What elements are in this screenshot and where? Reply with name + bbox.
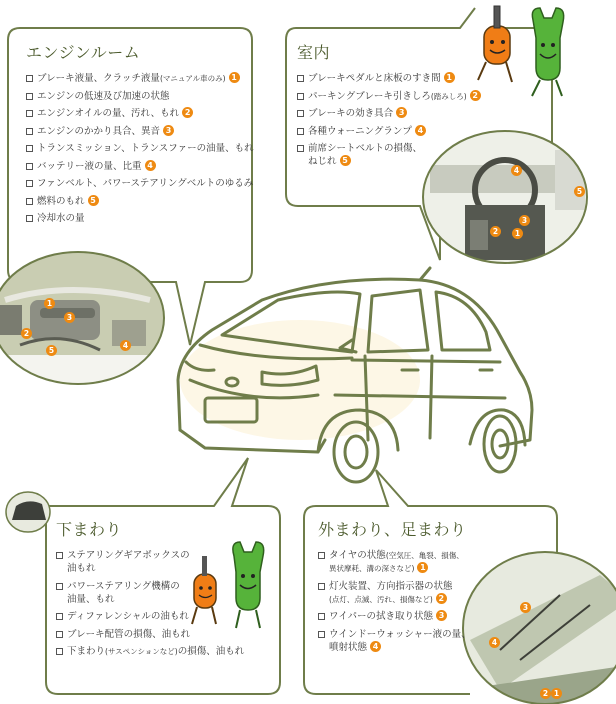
engine-marker: 3 [64, 312, 75, 323]
item-text: トランスミッション、トランスファーの油量、もれ [37, 143, 254, 154]
checkbox-icon [56, 631, 63, 638]
item-text: 各種ウォーニングランプ [308, 125, 412, 137]
checklist-item [26, 142, 261, 155]
checklist-item [26, 195, 261, 208]
checkbox-icon [56, 583, 63, 590]
checklist-item [56, 645, 306, 658]
item-text: 油量、もれ [67, 593, 115, 605]
underbody-section [56, 517, 306, 663]
checklist-item [26, 177, 261, 190]
checkbox-icon [26, 145, 33, 152]
checklist-item [318, 580, 523, 606]
item-note: 異状摩耗、溝の深さなど) [329, 564, 415, 573]
section-title: 外まわり、足まわり [318, 520, 467, 539]
checkbox-icon [297, 75, 304, 82]
item-text: バッテリー液の量、比重 [37, 160, 142, 172]
item-text: パーキングブレーキ引きしろ [308, 90, 431, 102]
item-text: ファンベルト、パワーステアリングベルトのゆるみ [37, 178, 254, 189]
checkbox-icon [56, 648, 63, 655]
checkbox-icon [26, 198, 33, 205]
checkbox-icon [56, 613, 63, 620]
item-text: ワイパーの拭き取り状態 [329, 611, 434, 622]
engine-photo [0, 250, 170, 395]
item-text: ディファレンシャルの油もれ [67, 611, 189, 622]
item-text: エンジンのかかり具合、異音 [37, 125, 161, 137]
number-badge: 3 [396, 107, 407, 118]
checkbox-icon [26, 110, 33, 117]
item-text: ブレーキペダルと床板のすき間 [308, 73, 441, 84]
item-text: ブレーキ配管の損傷、油もれ [67, 628, 191, 640]
checklist-item [297, 125, 547, 138]
engine-marker: 4 [120, 340, 131, 351]
number-badge: 3 [163, 125, 174, 136]
checklist-item [318, 549, 523, 575]
item-text: 前席シートベルトの損傷、 [308, 143, 423, 154]
item-text: エンジンオイルの量、汚れ、もれ [37, 108, 180, 119]
item-text: 冷却水の量 [37, 213, 85, 224]
checkbox-icon [26, 128, 33, 135]
interior-marker: 5 [574, 186, 585, 197]
checklist [26, 72, 261, 225]
number-badge: 3 [436, 610, 447, 621]
interior-marker: 3 [519, 215, 530, 226]
exterior-section [318, 517, 523, 658]
checklist-item [26, 160, 261, 173]
checklist-item [26, 72, 261, 85]
number-badge: 4 [370, 641, 381, 652]
item-text: 油もれ [67, 563, 96, 574]
checklist-item [297, 142, 547, 168]
checklist-item [318, 628, 523, 654]
interior-marker: 2 [490, 226, 501, 237]
section-title: 下まわり [56, 520, 123, 539]
checkbox-icon [297, 110, 304, 117]
item-note: (サスペンションなど) [105, 647, 178, 656]
item-note: (マニュアル車のみ) [159, 74, 226, 83]
engine-marker: 5 [46, 345, 57, 356]
number-badge: 5 [340, 155, 351, 166]
item-text: 燃料のもれ [37, 195, 85, 207]
item-text: ブレーキ液量、クラッチ液量 [37, 73, 160, 84]
checklist [297, 72, 547, 168]
outer-marker: 2 [540, 688, 551, 699]
engine-marker: 2 [21, 328, 32, 339]
number-badge: 1 [229, 72, 240, 83]
checkbox-icon [26, 215, 33, 222]
item-text: 噴射状態 [329, 641, 368, 653]
checkbox-icon [297, 128, 304, 135]
item-note: (空気圧、亀裂、損傷、 [385, 551, 464, 560]
checklist-item [56, 549, 306, 575]
checklist-item [297, 107, 547, 120]
item-note: (踏みしろ) [430, 91, 467, 101]
section-title: 室内 [297, 43, 331, 62]
number-badge: 1 [417, 562, 428, 573]
checkbox-icon [26, 180, 33, 187]
number-badge: 2 [436, 593, 447, 604]
checklist-item [56, 580, 306, 606]
checklist-item [318, 610, 523, 623]
engine-marker: 1 [44, 298, 55, 309]
checklist [56, 549, 306, 658]
checklist-item [26, 107, 261, 120]
item-text: の損傷、油もれ [177, 646, 245, 657]
checklist-item [297, 72, 547, 85]
checklist-item [26, 90, 261, 103]
item-text: 灯火装置、方向指示器の状態 [329, 580, 453, 592]
number-badge: 2 [182, 107, 193, 118]
checkbox-icon [56, 552, 63, 559]
interior-section [297, 40, 547, 173]
item-text: ブレーキの効き具合 [308, 108, 394, 119]
checklist-item [26, 212, 261, 225]
outer-marker: 3 [520, 602, 531, 613]
item-text: タイヤの状態 [329, 550, 386, 561]
checkbox-icon [318, 583, 325, 590]
number-badge: 5 [88, 195, 99, 206]
number-badge: 2 [470, 90, 481, 101]
checklist-item [297, 90, 547, 103]
checkbox-icon [318, 613, 325, 620]
checkbox-icon [26, 93, 33, 100]
checklist-item [56, 610, 306, 623]
item-text: エンジンの低速及び加速の状態 [37, 90, 170, 102]
checkbox-icon [26, 75, 33, 82]
undercar-icon [6, 492, 50, 532]
item-note: (点灯、点滅、汚れ、損傷など) [329, 594, 433, 604]
item-text: ねじれ [308, 156, 337, 167]
checkbox-icon [26, 163, 33, 170]
interior-marker: 4 [511, 165, 522, 176]
number-badge: 4 [145, 160, 156, 171]
item-text: パワーステアリング機構の [67, 580, 180, 592]
item-text: 下まわり [67, 646, 106, 657]
checklist-item [56, 628, 306, 641]
engine-room-section [26, 40, 261, 230]
checklist-item [26, 125, 261, 138]
item-text: ステアリングギアボックスの [67, 550, 190, 561]
outer-marker: 1 [551, 688, 562, 699]
checkbox-icon [297, 145, 304, 152]
number-badge: 1 [444, 72, 455, 83]
section-title: エンジンルーム [26, 43, 141, 62]
checkbox-icon [318, 552, 325, 559]
checkbox-icon [297, 93, 304, 100]
checklist [318, 549, 523, 654]
number-badge: 4 [415, 125, 426, 136]
outer-marker: 4 [489, 637, 500, 648]
interior-marker: 1 [512, 228, 523, 239]
checkbox-icon [318, 631, 325, 638]
item-text: ウインドーウォッシャー液の量、 [329, 628, 471, 640]
